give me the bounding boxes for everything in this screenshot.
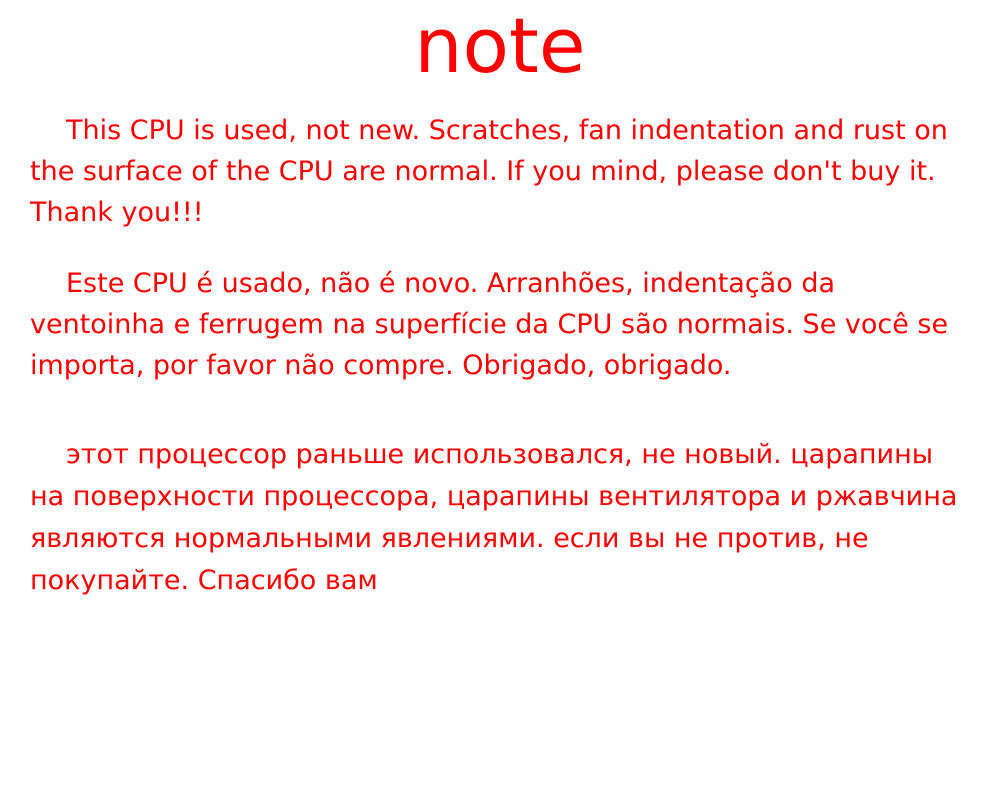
note-page: [0, 1, 1000, 808]
note-paragraph-english: This CPU is used, not new. Scratches, fan indentation and rust on the surface of the CPU are normal. If you mind, please don't buy it. Thank you!!!: [30, 115, 957, 229]
page-title: note: [414, 1, 586, 90]
note-paragraph-russian: этот процессор раньше использовался, не новый. царапины на поверхности процессора, царапины вентилятора и ржавчина являются нормальными явлениями. если вы не против, не покупайте. Спасибо вам: [30, 439, 966, 596]
note-paragraph-portuguese: Este CPU é usado, não é novo. Arranhões, indentação da ventoinha e ferrugem na superfície da CPU são normais. Se você se importa, por favor não compre. Obrigado, obrigado.: [30, 268, 957, 382]
